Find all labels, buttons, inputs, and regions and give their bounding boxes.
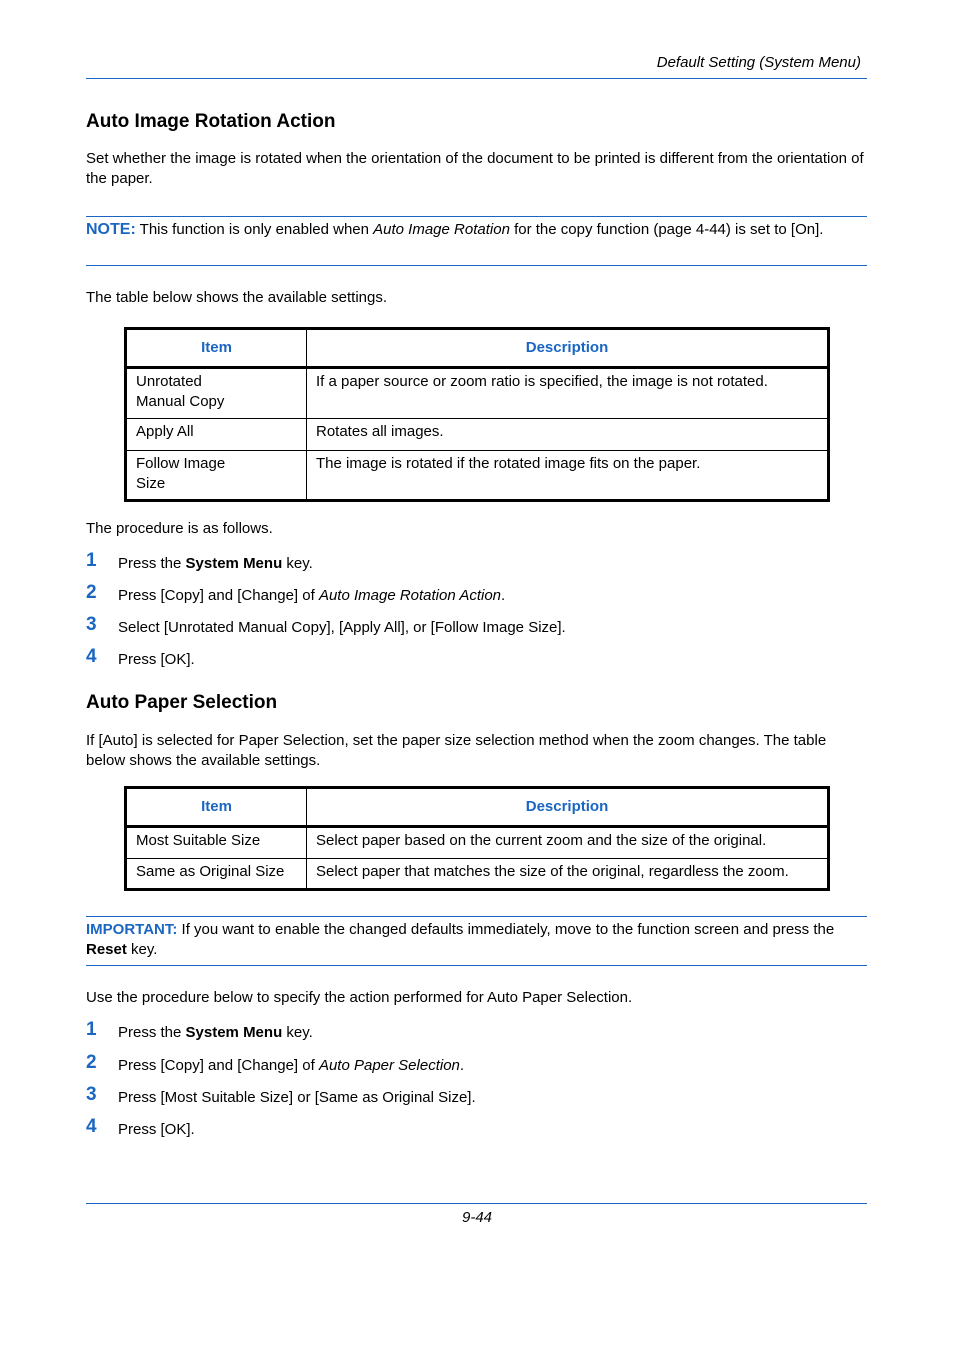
note-top-rule xyxy=(86,216,867,217)
step-number: 1 xyxy=(86,550,97,571)
important-top-rule xyxy=(86,916,867,917)
step-text: Press the System Menu key. xyxy=(118,555,313,572)
step-number: 1 xyxy=(86,1019,97,1040)
note-label: NOTE: xyxy=(86,221,136,238)
item-line: Manual Copy xyxy=(136,392,225,410)
section-heading-auto-image-rotation: Auto Image Rotation Action xyxy=(86,111,336,132)
important-text-after: key. xyxy=(126,940,158,958)
table-row xyxy=(126,451,829,501)
table-row xyxy=(126,859,829,890)
important-label: IMPORTANT: xyxy=(86,921,178,938)
table-cell-item xyxy=(126,451,307,501)
step-text: Press [OK]. xyxy=(118,1121,195,1138)
note-text-after: for the copy function (page 4-44) is set to [On]. xyxy=(509,221,824,238)
section-intro: If [Auto] is selected for Paper Selection, set the paper size selection method when the zoom changes. The table below shows the available settings. xyxy=(86,732,827,769)
step-number: 4 xyxy=(86,1116,97,1137)
table-cell-description: Select paper based on the current zoom and the size of the original. xyxy=(307,827,829,859)
note-bottom-rule xyxy=(86,265,867,266)
column-header-description: Description xyxy=(307,788,829,827)
step-number: 2 xyxy=(86,582,97,603)
paper-selection-table xyxy=(124,786,830,891)
step-text: Press [Most Suitable Size] or [Same as Original Size]. xyxy=(118,1089,476,1106)
table-row xyxy=(126,368,829,419)
procedure-intro: Use the procedure below to specify the action performed for Auto Paper Selection. xyxy=(86,989,633,1006)
step-text: Select [Unrotated Manual Copy], [Apply All], or [Follow Image Size]. xyxy=(118,619,566,636)
section-intro: Set whether the image is rotated when the orientation of the document to be printed is different from the orientation of the paper. xyxy=(86,150,864,187)
important-bottom-rule xyxy=(86,965,867,966)
step-number: 3 xyxy=(86,1084,97,1105)
table-cell-description: If a paper source or zoom ratio is specified, the image is not rotated. xyxy=(307,368,829,419)
table-row xyxy=(126,827,829,859)
note-text-before: This function is only enabled when xyxy=(135,221,374,238)
rotation-settings-table xyxy=(124,327,830,502)
step-number: 4 xyxy=(86,646,97,667)
page-number: 9-44 xyxy=(461,1209,493,1226)
table-header-row xyxy=(126,788,829,827)
important-text-before: If you want to enable the changed defaults immediately, move to the function screen and press the xyxy=(177,921,835,938)
item-line: Size xyxy=(136,474,166,492)
item-line: Follow Image xyxy=(136,455,226,472)
step-number: 2 xyxy=(86,1052,97,1073)
column-header-item: Item xyxy=(126,329,307,368)
table-cell-description: The image is rotated if the rotated image fits on the paper. xyxy=(307,451,829,501)
important-box xyxy=(86,920,867,959)
note-box xyxy=(86,220,867,240)
step-text: Press the System Menu key. xyxy=(118,1024,313,1041)
table-header-row xyxy=(126,329,829,368)
section-heading-auto-paper-selection: Auto Paper Selection xyxy=(86,692,278,713)
note-text-italic: Auto Image Rotation xyxy=(373,221,510,238)
procedure-intro: The procedure is as follows. xyxy=(86,520,273,537)
step-text: Press [OK]. xyxy=(118,651,195,668)
header-rule xyxy=(86,78,867,79)
table-cell-item: Same as Original Size xyxy=(126,859,307,890)
step-text: Press [Copy] and [Change] of Auto Image Rotation Action. xyxy=(118,587,506,604)
table-cell-item xyxy=(126,368,307,419)
important-text-bold: Reset xyxy=(86,940,127,958)
step-number: 3 xyxy=(86,614,97,635)
column-header-item: Item xyxy=(126,788,307,827)
table-cell-description: Select paper that matches the size of the original, regardless the zoom. xyxy=(307,859,829,890)
footer-rule xyxy=(86,1203,867,1204)
table-cell-item: Most Suitable Size xyxy=(126,827,307,859)
table-intro: The table below shows the available settings. xyxy=(86,289,388,306)
running-header: Default Setting (System Menu) xyxy=(656,54,861,71)
table-cell-description: Rotates all images. xyxy=(307,419,829,451)
step-text: Press [Copy] and [Change] of Auto Paper Selection. xyxy=(118,1057,465,1074)
table-cell-item: Apply All xyxy=(126,419,307,451)
item-line: Unrotated xyxy=(136,373,202,390)
table-row xyxy=(126,419,829,451)
column-header-description: Description xyxy=(307,329,829,368)
